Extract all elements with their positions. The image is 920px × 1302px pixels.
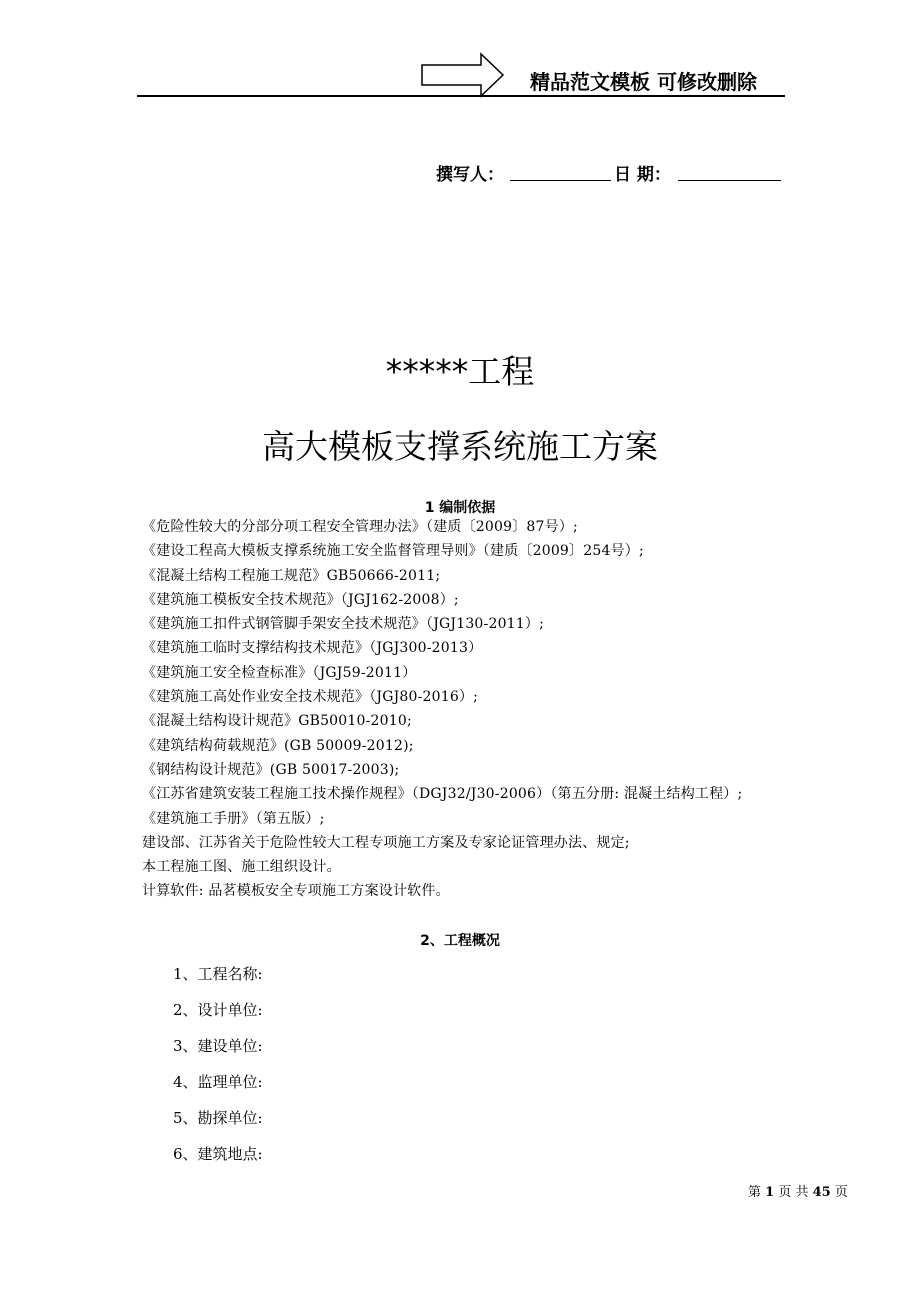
overview-item: 4、监理单位: <box>173 1073 263 1091</box>
footer-text: 页 共 <box>778 1185 809 1200</box>
header-divider <box>137 95 785 97</box>
list-item: 《钢结构设计规范》(GB 50017-2003); <box>142 761 400 778</box>
list-item: 《混凝土结构设计规范》GB50010-2010; <box>142 713 412 730</box>
list-item: 《建筑施工模板安全技术规范》（JGJ162-2008）; <box>142 591 459 608</box>
footer-text: 第 <box>748 1185 762 1200</box>
date-blank <box>678 180 781 181</box>
total-pages: 45 <box>812 1185 831 1200</box>
list-item: 《建筑施工高处作业安全技术规范》（JGJ80-2016）; <box>142 689 479 706</box>
overview-item: 5、勘探单位: <box>173 1109 263 1127</box>
project-title: *****工程 <box>385 352 535 391</box>
header-tagline: 精品范文模板 可修改删除 <box>530 70 757 94</box>
list-item: 《建筑施工手册》（第五版）; <box>142 810 325 827</box>
overview-item: 6、建筑地点: <box>173 1145 263 1163</box>
overview-item: 3、建设单位: <box>173 1037 263 1055</box>
list-item: 《建筑结构荷载规范》(GB 50009-2012); <box>142 737 414 754</box>
reference-list <box>142 515 792 904</box>
list-item: 《江苏省建筑安装工程施工技术操作规程》（DGJ32/J30-2006）（第五分册: 混凝土结构工程）; <box>142 786 743 803</box>
overview-item: 2、设计单位: <box>173 1001 263 1019</box>
page-footer <box>748 1181 848 1200</box>
section1-heading: 1 编制依据 <box>424 500 496 516</box>
list-item: 《危险性较大的分部分项工程安全管理办法》（建质〔2009〕87号）; <box>142 519 578 535</box>
list-item: 计算软件: 品茗模板安全专项施工方案设计软件。 <box>142 883 450 900</box>
current-page: 1 <box>765 1185 775 1200</box>
list-item: 本工程施工图、施工组织设计。 <box>142 859 341 876</box>
list-item: 《混凝土结构工程施工规范》GB50666-2011; <box>142 567 441 584</box>
author-label: 撰写人： <box>436 165 504 185</box>
overview-list <box>173 956 263 1172</box>
list-item: 《建筑施工临时支撑结构技术规范》（JGJ300-2013） <box>142 640 483 657</box>
list-item: 《建筑施工安全检查标准》（JGJ59-2011） <box>142 664 417 681</box>
plan-title: 高大模板支撑系统施工方案 <box>262 427 658 466</box>
arrow-icon <box>421 52 505 98</box>
section2-heading: 2、工程概况 <box>420 933 500 949</box>
list-item: 建设部、江苏省关于危险性较大工程专项施工方案及专家论证管理办法、规定; <box>142 834 630 851</box>
author-blank <box>510 180 611 181</box>
list-item: 《建设工程高大模板支撑系统施工安全监督管理导则》（建质〔2009〕254号）; <box>142 543 644 560</box>
overview-item: 1、工程名称: <box>173 965 263 983</box>
footer-text: 页 <box>834 1185 848 1200</box>
list-item: 《建筑施工扣件式钢管脚手架安全技术规范》（JGJ130-2011）; <box>142 616 545 633</box>
date-label: 日 期： <box>614 165 671 185</box>
